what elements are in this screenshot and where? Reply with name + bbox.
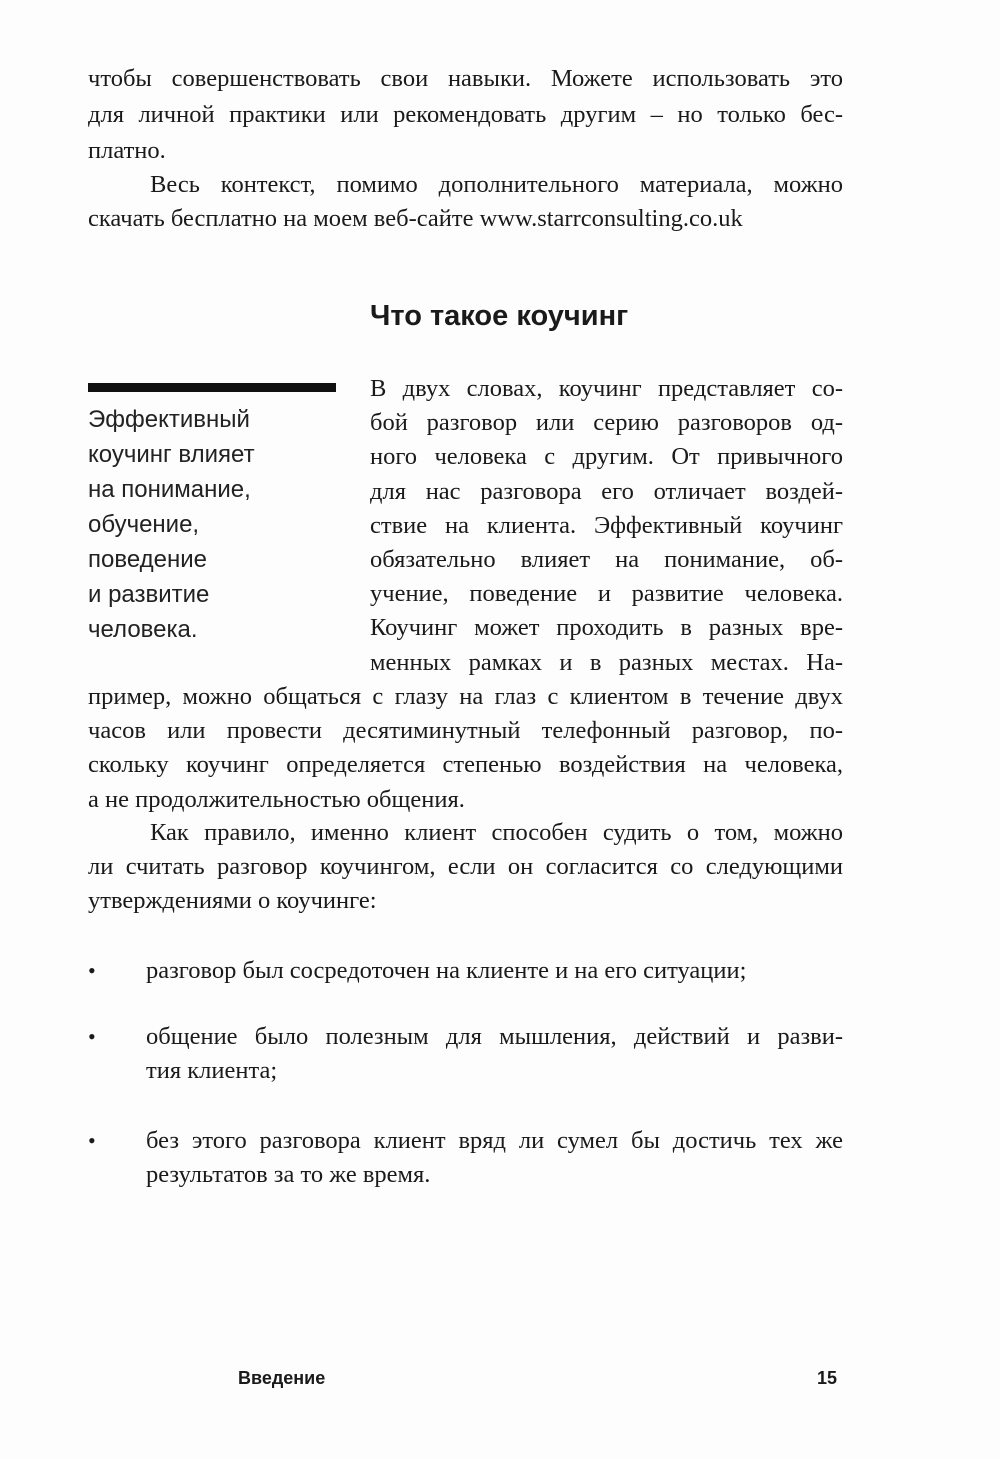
text-line: ствие на клиента. Эффективный коучинг	[370, 511, 843, 539]
text-line: скачать бесплатно на моем веб-сайте www.starrconsulting.co.uk	[88, 205, 743, 232]
text-line: Весь контекст, помимо дополнительного материала, можно	[150, 171, 843, 198]
text-line: человека.	[88, 616, 198, 643]
text-line: коучинг влияет	[88, 441, 255, 468]
bullet-icon: •	[88, 1024, 96, 1049]
bullet-icon: •	[88, 958, 96, 983]
text-line: а не продолжительностью общения.	[88, 785, 465, 813]
text-line: ли считать разговор коучингом, если он согласится со следующими	[88, 853, 843, 881]
text-line: для личной практики или рекомендовать другим – но только бес-	[88, 101, 843, 128]
text-line: бой разговор или серию разговоров од-	[370, 409, 843, 437]
text-line: обучение,	[88, 511, 200, 538]
text-line: результатов за то же время.	[146, 1161, 431, 1189]
text-line: Как правило, именно клиент способен судить о том, можно	[150, 819, 843, 846]
text-line: для нас разговора его отличает воздей-	[370, 477, 843, 505]
text-line: учение, поведение и развитие человека.	[370, 580, 843, 608]
text-line: без этого разговора клиент вряд ли сумел бы достичь тех же	[146, 1127, 843, 1154]
text-line: ного человека с другим. От привычного	[370, 443, 843, 471]
text-line: пример, можно общаться с глазу на глаз с клиентом в течение двух	[88, 683, 843, 710]
pullquote-rule	[88, 383, 336, 392]
text-line: общение было полезным для мышления, действий и разви-	[146, 1023, 843, 1050]
section-heading: Что такое коучинг	[370, 300, 629, 332]
footer-section: Введение	[238, 1368, 326, 1388]
text-line: В двух словах, коучинг представляет со-	[370, 375, 843, 402]
text-line: Коучинг может проходить в разных вре-	[370, 614, 843, 642]
text-line: обязательно влияет на понимание, об-	[370, 546, 843, 573]
text-line: разговор был сосредоточен на клиенте и на его ситуации;	[146, 957, 747, 984]
text-line: Эффективный	[88, 406, 250, 433]
text-line: утверждениями о коучинге:	[88, 887, 377, 915]
text-line: менных рамках и в разных местах. На-	[370, 648, 843, 676]
text-line: скольку коучинг определяется степенью воздействия на человека,	[88, 751, 843, 779]
text-line: тия клиента;	[146, 1057, 278, 1085]
page-number: 15	[817, 1368, 838, 1388]
text-line: чтобы совершенствовать свои навыки. Можете использовать это	[88, 65, 843, 92]
text-line: на понимание,	[88, 476, 251, 503]
text-line: часов или провести десятиминутный телефонный разговор, по-	[88, 717, 843, 745]
text-line: и развитие	[88, 581, 210, 608]
text-line: поведение	[88, 546, 208, 573]
text-line: платно.	[88, 137, 166, 164]
bullet-icon: •	[88, 1128, 96, 1153]
